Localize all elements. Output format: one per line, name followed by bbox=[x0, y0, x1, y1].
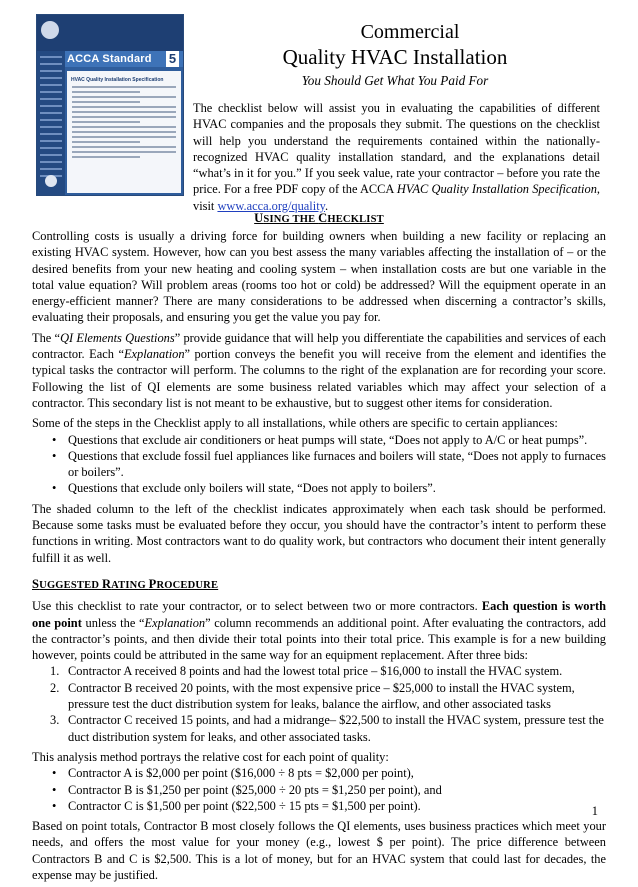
list-item: • Contractor B is $1,250 per point ($25,000 ÷ 20 pts = $1,250 per point), and bbox=[68, 782, 606, 798]
main-body bbox=[32, 228, 606, 887]
intro-visit-text: , visit bbox=[193, 182, 600, 213]
paragraph-use-checklist: Use this checklist to rate your contractor, or to select between two or more contractors. Each question is worth one point unless the “Explanation” column recommends an additional point. After evaluating the contractors, add the contractor’s points, and then divide their total points into their total price. This example is for a new building however, points could be attributed in the same way for an equipment replacement. After three bids: bbox=[32, 599, 607, 663]
paragraph-steps: Some of the steps in the Checklist apply to all installations, while others are specific to certain appliances: bbox=[32, 416, 558, 431]
paragraph-controlling-costs: Controlling costs is usually a driving force for building owners when building a new facility or replacing an existing HVAC system. However, how can you best assess the many variables affecting the installation of – or the desired benefits from your new heating and cooling system – when installation costs are but one variable in the total value equation? Will problem areas (rooms too hot or cold) be addressed? Will the equipment operate in an energy-efficient manner? There are many considerations to be addressed when discerning a contractor’s skills, evaluating their proposals, and ensuring you get the value you pay for. bbox=[32, 229, 606, 325]
list-item: • Contractor C is $1,500 per point ($22,500 ÷ 15 pts = $1,500 per point). bbox=[68, 798, 606, 814]
list-item: • Questions that exclude fossil fuel appliances like furnaces and boilers will state, “Does not apply to furnaces or boilers”. bbox=[68, 448, 606, 481]
cover-subtitle: HVAC Quality Installation Specification bbox=[71, 77, 164, 83]
heading-using-the-checklist: USING THE CHECKLIST bbox=[254, 211, 384, 225]
list-item: • Questions that exclude air conditioners or heat pumps will state, “Does not apply to A/C or heat pumps”. bbox=[68, 432, 606, 448]
page-tagline: You Should Get What You Paid For bbox=[301, 73, 489, 88]
cover-seal-icon bbox=[45, 175, 57, 187]
list-item: • Contractor A is $2,000 per point ($16,000 ÷ 8 pts = $2,000 per point), bbox=[68, 765, 606, 781]
list-item: 3. Contractor C received 15 points, and had a midrange– $22,500 to install the HVAC system, pressure test the duct distribution system for leaks, and other associated tasks. bbox=[50, 713, 604, 744]
paragraph-qi-elements: The “QI Elements Questions” provide guidance that will help you differentiate the capabilities and services of each contractor. Each “Explanation” portion conveys the benefit you will receive from the element and identifies the typical tasks the contractor will perform. The columns to the right of the explanation are for recording your score. Following the list of QI elements are some business related variables which may affect your selection of a contractor. This secondary list is not meant to be exhaustive, but to suggest other items for consideration. bbox=[32, 330, 606, 410]
acca-quality-link[interactable]: www.acca.org/quality bbox=[217, 198, 326, 213]
intro-paragraph bbox=[193, 100, 600, 214]
intro-end: . bbox=[325, 198, 329, 213]
list-item: • Questions that exclude only boilers will state, “Does not apply to boilers”. bbox=[68, 480, 606, 496]
list-item: 1. Contractor A received 8 points and had the lowest total price – $16,000 to install the HVAC system. bbox=[50, 664, 563, 679]
spec-name: HVAC Quality Installation Specification bbox=[396, 182, 597, 197]
cover-standard-label: ACCA Standard bbox=[67, 53, 152, 65]
page-title: Quality HVAC Installation bbox=[282, 45, 508, 69]
list-item: 2. Contractor B received 20 points, with the most expensive price – $25,000 to install the HVAC system, pressure test the duct distribution system for leaks, balance the airflow, and other associated tasks bbox=[50, 680, 575, 712]
paragraph-conclusion: Based on point totals, Contractor B most closely follows the QI elements, uses business practices which meet your needs, and offers the most value for your money (e.g., lowest $ per point). The price difference between Contractors B and C is $2,500. This is a lot of money, but for an HVAC system that could last for decades, the expense may be justified. bbox=[32, 819, 606, 882]
cover-inner-sheet bbox=[67, 71, 181, 193]
exclusion-bullet-list bbox=[32, 432, 606, 497]
acca-logo-icon bbox=[41, 21, 59, 39]
paragraph-analysis-method: This analysis method portrays the relative cost for each point of quality: bbox=[32, 749, 389, 764]
cover-side-panel bbox=[37, 51, 65, 195]
acca-standard-cover-image bbox=[36, 14, 184, 196]
cost-per-point-bullet-list bbox=[32, 765, 606, 814]
heading-suggested-rating-procedure: SUGGESTED RATING PROCEDURE bbox=[32, 576, 219, 591]
intro-text: The checklist below will assist you in evaluating the capabilities of different HVAC companies and the proposals they submit. The questions on the checklist will help you understand the requirements contained within the nationally-recognized HVAC quality installation standard, and the explanations detail “what’s in it for you.” If you seek value, rate your contractor – before you rate the price. For a free PDF copy of the ACCA bbox=[193, 101, 600, 197]
cover-header-band bbox=[37, 15, 183, 51]
cover-standard-number: 5 bbox=[166, 51, 179, 67]
title-commercial: Commercial bbox=[360, 21, 460, 43]
title-block bbox=[190, 20, 600, 90]
contractor-numbered-list bbox=[32, 663, 606, 744]
paragraph-shaded-column: The shaded column to the left of the checklist indicates approximately when each task should be performed. Because some tasks must be evaluated before they occur, you should have the contractor’s intent to perform these functions in writing. Most contractors want to do quality work, but contractors who document their intent generally fulfill it as well. bbox=[32, 501, 606, 565]
page-number: 1 bbox=[591, 804, 598, 818]
